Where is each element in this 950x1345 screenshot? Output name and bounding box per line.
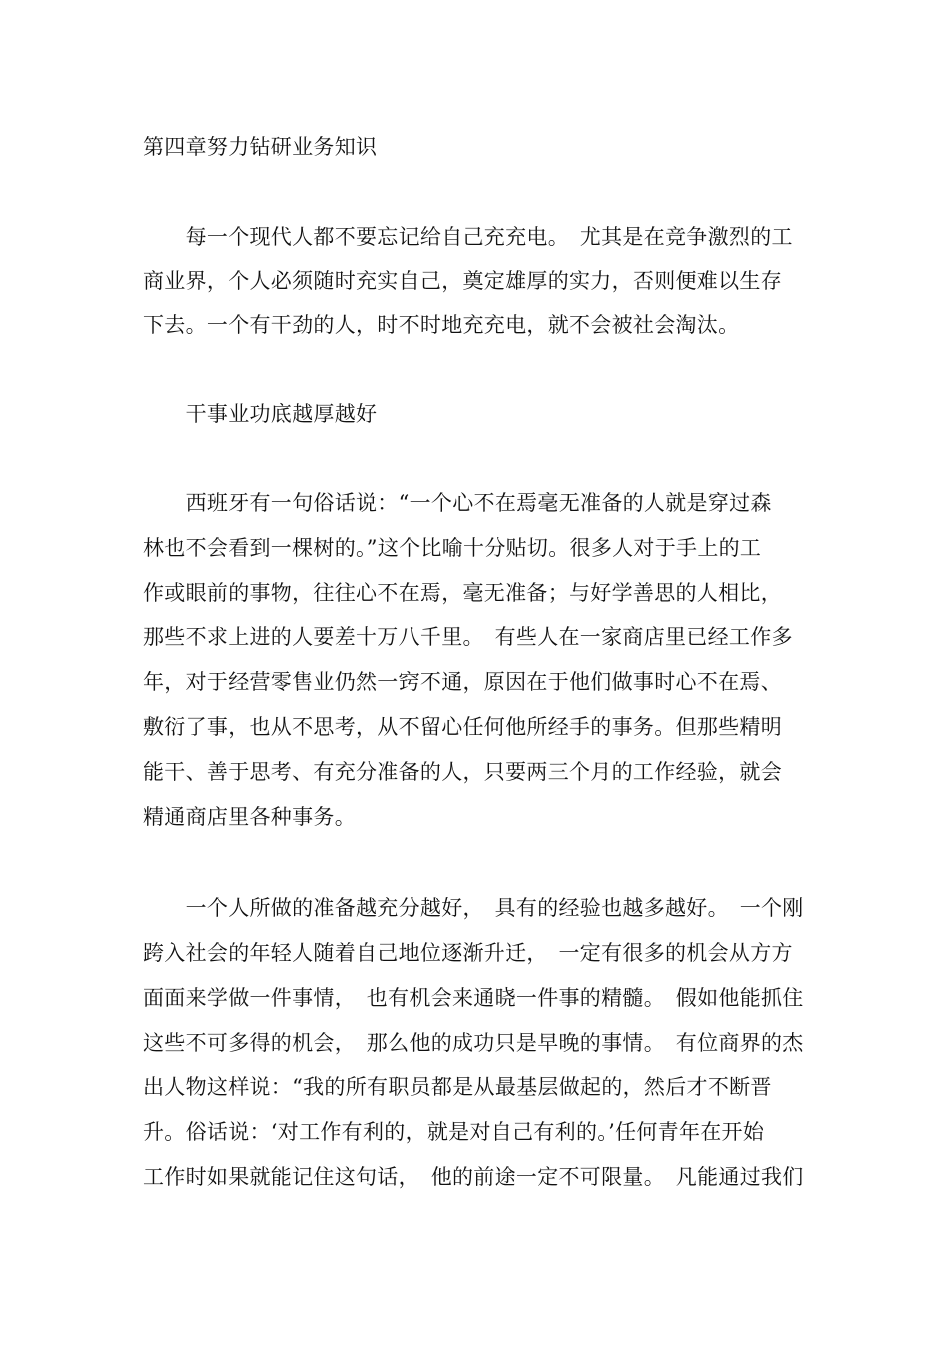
paragraph-line: 能干、善于思考、有充分准备的人，只要两三个月的工作经验，就会 [143,760,782,784]
paragraph-line: 西班牙有一句俗话说：“一个心不在焉毫无准备的人就是穿过森 [143,491,772,515]
paragraph-line: 年，对于经营零售业仍然一窍不通，原因在于他们做事时心不在焉、 [143,670,782,694]
paragraph-line: 作或眼前的事物，往往心不在焉，毫无准备；与好学善思的人相比， [143,581,782,605]
section-heading: 干事业功底越厚越好 [143,402,378,426]
paragraph-line: 面面来学做一件事情， 也有机会来通晓一件事的精髓。 假如他能抓住 [143,986,804,1010]
paragraph-line: 那些不求上进的人要差十万八千里。 有些人在一家商店里已经工作多 [143,625,793,649]
paragraph-line: 这些不可多得的机会， 那么他的成功只是早晚的事情。 有位商界的杰 [143,1031,804,1055]
paragraph-line: 商业界，个人必须随时充实自己，奠定雄厚的实力，否则便难以生存 [143,269,782,293]
paragraph-line: 升。俗话说：‘对工作有利的，就是对自己有利的。’任何青年在开始 [143,1120,765,1144]
paragraph-line: 敷衍了事，也从不思考，从不留心任何他所经手的事务。但那些精明 [143,715,782,739]
paragraph-line: 精通商店里各种事务。 [143,805,356,829]
paragraph-line: 每一个现代人都不要忘记给自己充充电。 尤其是在竞争激烈的工 [143,225,793,249]
paragraph-line: 跨入社会的年轻人随着自己地位逐渐升迁， 一定有很多的机会从方方 [143,941,793,965]
paragraph-line: 下去。一个有干劲的人，时不时地充充电，就不会被社会淘汰。 [143,313,740,337]
paragraph-line: 工作时如果就能记住这句话， 他的前途一定不可限量。 凡能通过我们 [143,1165,804,1189]
paragraph-line: 出人物这样说：“我的所有职员都是从最基层做起的，然后才不断晋 [143,1075,772,1099]
paragraph-line: 一个人所做的准备越充分越好， 具有的经验也越多越好。 一个刚 [143,896,804,920]
chapter-title: 第四章努力钻研业务知识 [143,135,378,159]
paragraph-line: 林也不会看到一棵树的。”这个比喻十分贴切。很多人对于手上的工 [143,536,762,560]
